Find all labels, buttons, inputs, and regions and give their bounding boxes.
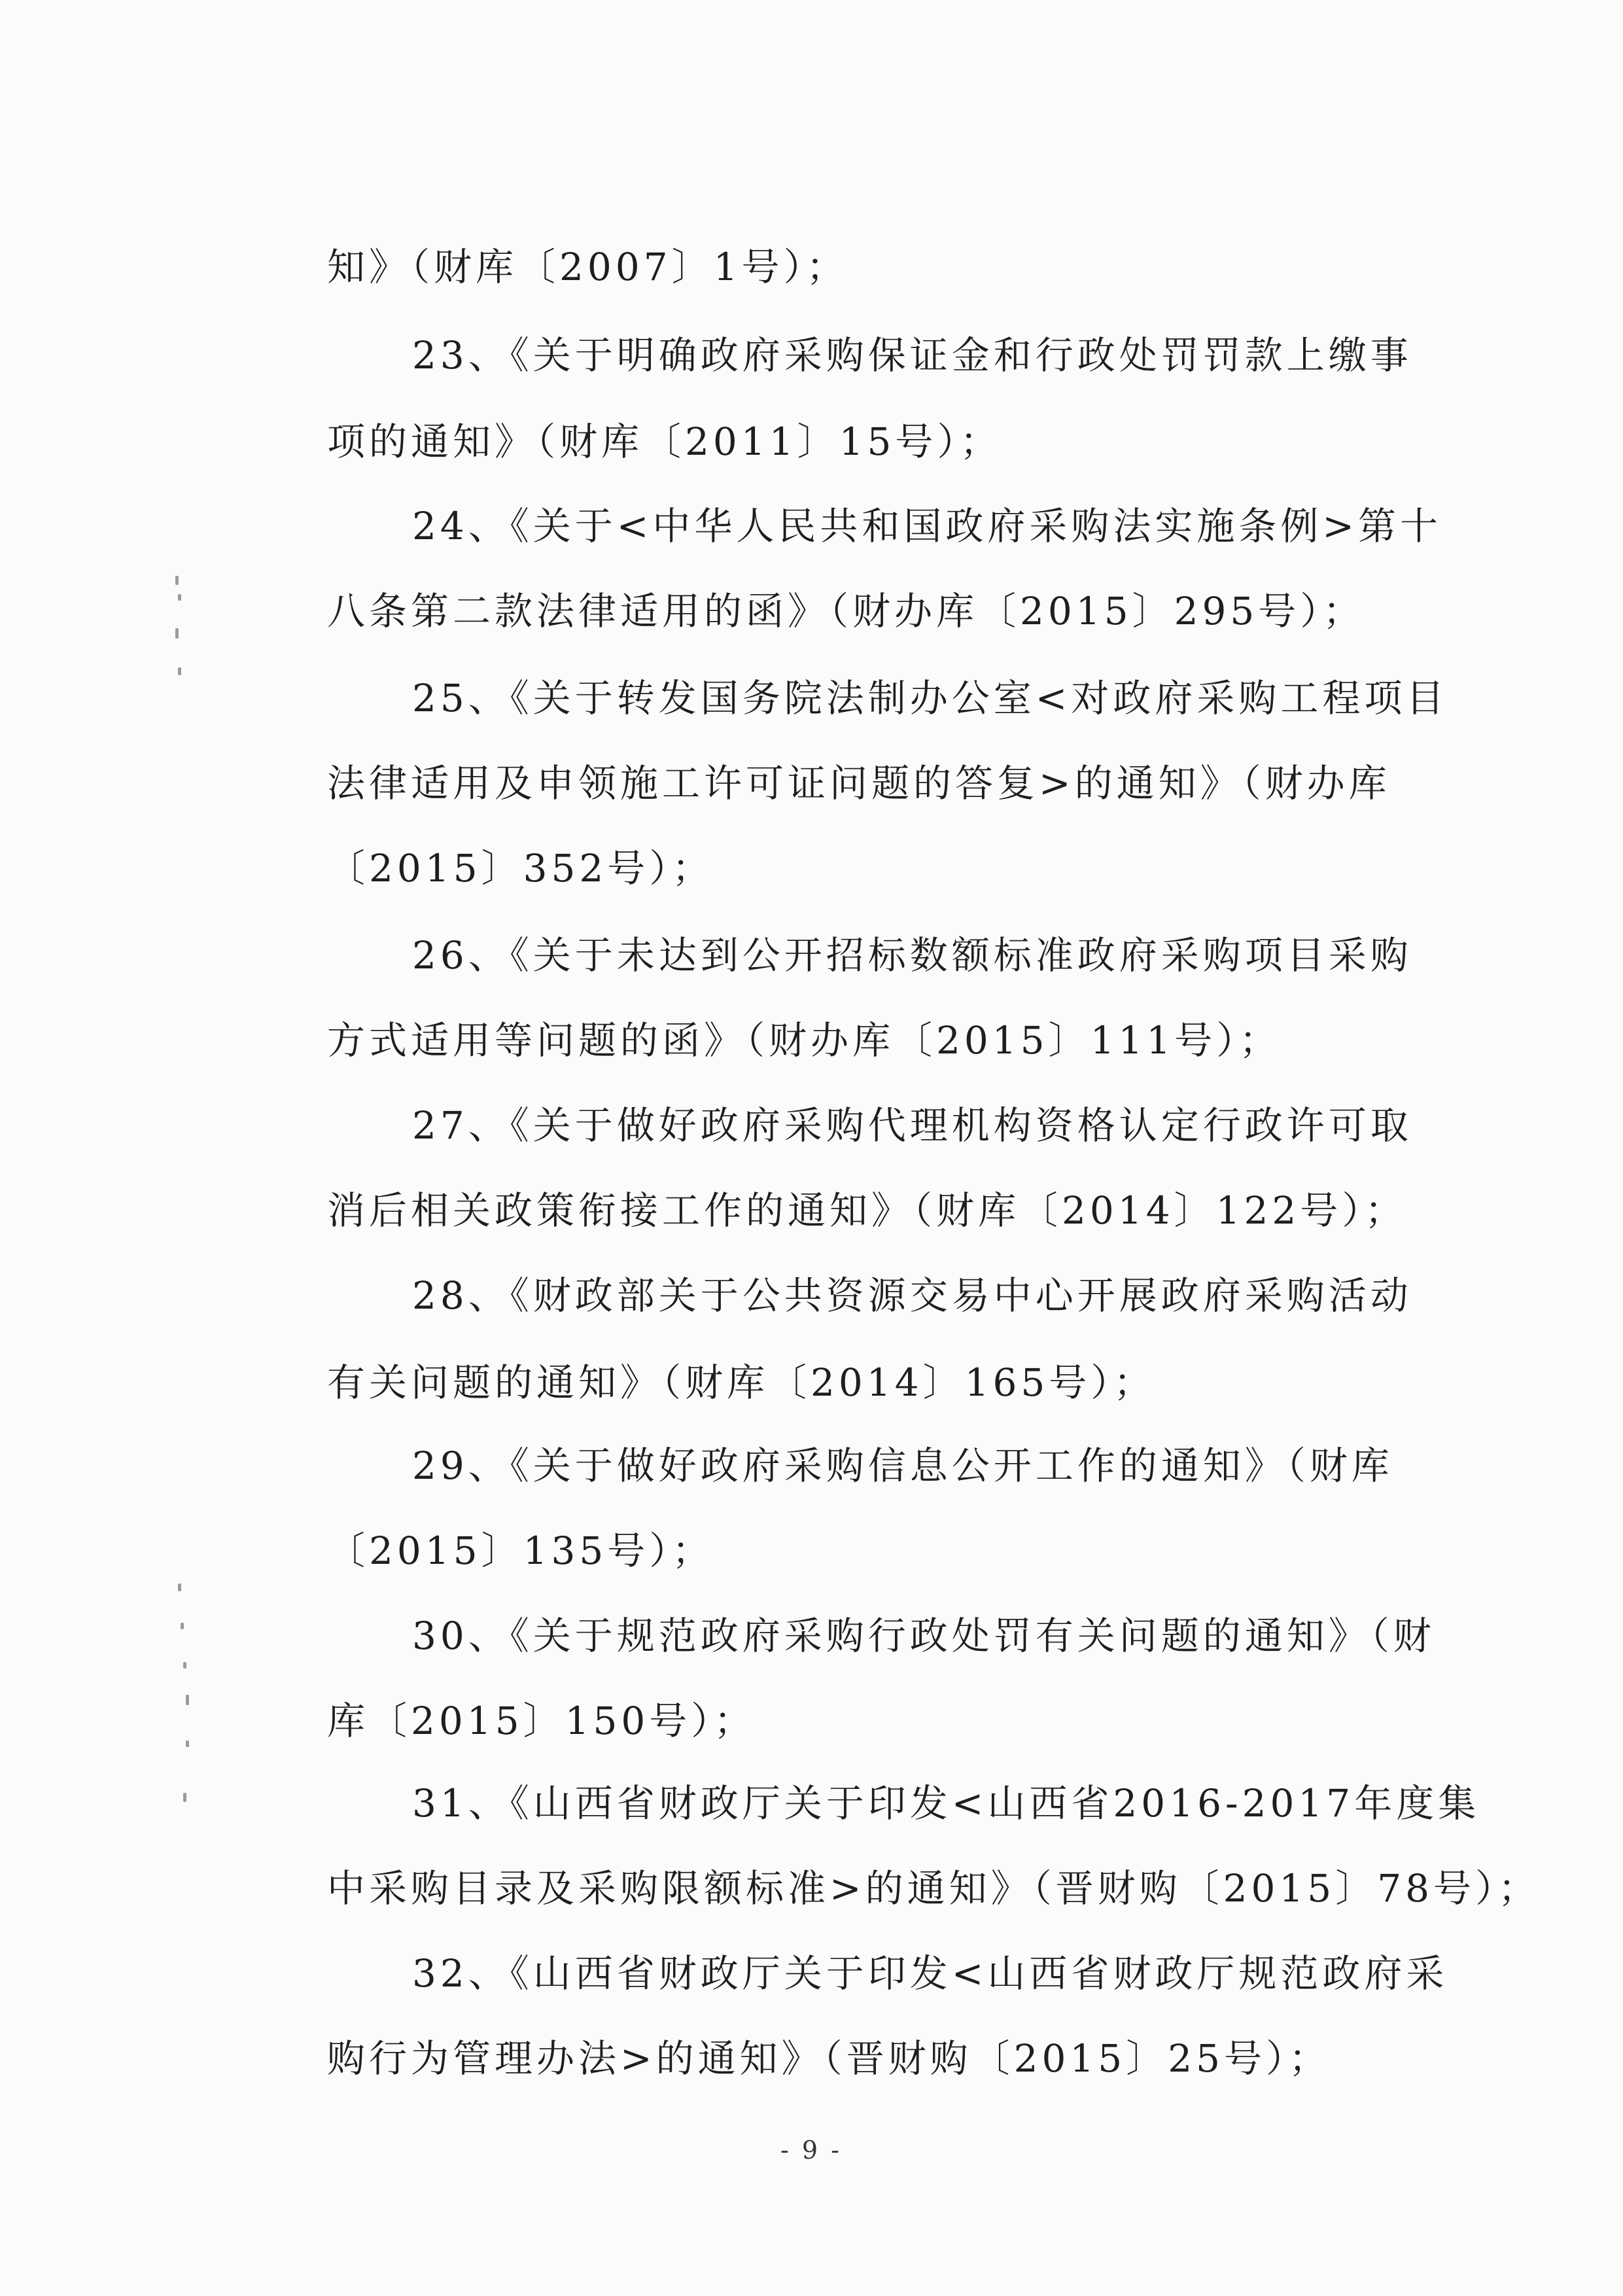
scan-mark (175, 628, 179, 639)
text-line-1: 知》（财库〔2007〕1号）； (327, 245, 848, 289)
list-item-32-line-1: 32、《山西省财政厅关于印发<山西省财政厅规范政府采 (412, 1951, 1448, 1996)
list-item-30-line-2: 库〔2015〕150号）； (327, 1699, 756, 1743)
list-item-25-line-2: 法律适用及申领施工许可证问题的答复>的通知》（财办库 (327, 761, 1391, 805)
scan-mark (186, 1695, 189, 1705)
scan-mark (183, 1793, 186, 1802)
list-item-24-line-1: 24、《关于<中华人民共和国政府采购法实施条例>第十 (412, 504, 1442, 548)
list-item-29-line-2: 〔2015〕135号）； (327, 1528, 714, 1573)
list-item-29-line-1: 29、《关于做好政府采购信息公开工作的通知》（财库 (412, 1443, 1393, 1488)
scan-mark (175, 576, 179, 585)
list-item-26-line-2: 方式适用等问题的函》（财办库〔2015〕111号）； (327, 1018, 1282, 1063)
scan-mark (178, 594, 181, 601)
list-item-28-line-1: 28、《财政部关于公共资源交易中心开展政府采购活动 (412, 1273, 1412, 1318)
scan-mark (178, 1583, 181, 1591)
scan-mark (178, 667, 181, 675)
page-number: - 9 - (780, 2136, 843, 2164)
list-item-25-line-3: 〔2015〕352号）； (327, 846, 714, 891)
list-item-23-line-2: 项的通知》（财库〔2011〕15号）； (327, 419, 1002, 464)
scan-mark (183, 1662, 186, 1669)
list-item-25-line-1: 25、《关于转发国务院法制办公室<对政府采购工程项目 (412, 676, 1448, 720)
list-item-28-line-2: 有关问题的通知》（财库〔2014〕165号）； (327, 1360, 1156, 1405)
list-item-32-line-2: 购行为管理办法>的通知》（晋财购〔2015〕25号）； (327, 2036, 1331, 2081)
list-item-31-line-1: 31、《山西省财政厅关于印发<山西省2016-2017年度集 (412, 1781, 1480, 1826)
list-item-27-line-2: 消后相关政策衔接工作的通知》（财库〔2014〕122号）； (327, 1188, 1407, 1233)
scan-mark (186, 1740, 189, 1747)
list-item-23-line-1: 23、《关于明确政府采购保证金和行政处罚罚款上缴事 (412, 333, 1412, 378)
list-item-27-line-1: 27、《关于做好政府采购代理机构资格认定行政许可取 (412, 1103, 1412, 1148)
scan-mark (181, 1623, 184, 1629)
list-item-26-line-1: 26、《关于未达到公开招标数额标准政府采购项目采购 (412, 933, 1412, 978)
list-item-30-line-1: 30、《关于规范政府采购行政处罚有关问题的通知》（财 (412, 1614, 1435, 1658)
list-item-24-line-2: 八条第二款法律适用的函》（财办库〔2015〕295号）； (327, 589, 1365, 633)
list-item-31-line-2: 中采购目录及采购限额标准>的通知》（晋财购〔2015〕78号）； (327, 1866, 1541, 1911)
